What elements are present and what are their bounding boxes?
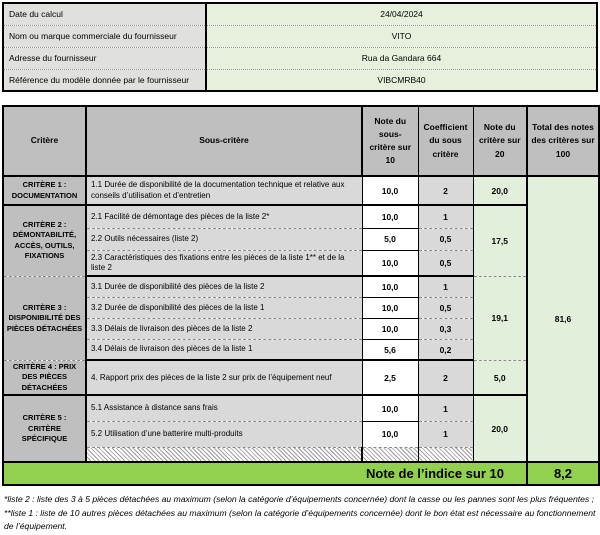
criterion-score-cell: 20,0 bbox=[473, 176, 527, 205]
criterion-cell: CRITÈRE 4 : PRIX DES PIÈCES DÉTACHÉES bbox=[3, 360, 86, 395]
index-score-row bbox=[3, 462, 599, 485]
info-label-brand: Nom ou marque commerciale du fournisseur bbox=[3, 25, 206, 47]
info-label-model: Référence du modèle donnée par le fournisseur bbox=[3, 69, 206, 91]
hatched-cell bbox=[418, 447, 473, 462]
info-value-brand: VITO bbox=[206, 25, 597, 47]
sub-score-cell: 10,0 bbox=[362, 276, 418, 297]
header-critere: Critère bbox=[3, 106, 86, 176]
index-score-label: Note de l’indice sur 10 bbox=[3, 462, 527, 485]
info-label-date: Date du calcul bbox=[3, 3, 206, 25]
header-total: Total des notes des critères sur 100 bbox=[527, 106, 599, 176]
sub-score-cell: 10,0 bbox=[362, 205, 418, 228]
sub-criterion-cell: 5.1 Assistance à distance sans frais bbox=[86, 395, 362, 421]
table-row bbox=[3, 176, 599, 205]
criterion-score-cell: 20,0 bbox=[473, 395, 527, 462]
criterion-cell: CRITÈRE 3 : DISPONIBILITÉ DES PIÈCES DÉTACHÉES bbox=[3, 276, 86, 360]
info-row bbox=[3, 3, 597, 25]
sub-score-cell: 2,5 bbox=[362, 360, 418, 395]
info-value-model: VIBCMRB40 bbox=[206, 69, 597, 91]
coefficient-cell: 1 bbox=[418, 421, 473, 447]
footnote-liste1: **liste 1 : liste de 10 autres pièces détachées au maximum (selon la catégorie d’équipements concernée) dont le bon état est nécessaire au fonctionnement de l’équipement. bbox=[4, 507, 596, 531]
coefficient-cell: 0,5 bbox=[418, 250, 473, 276]
criterion-cell: CRITÈRE 2 : DÉMONTABILITÉ, ACCÈS, OUTILS, FIXATIONS bbox=[3, 205, 86, 276]
sub-score-cell: 10,0 bbox=[362, 395, 418, 421]
sub-criterion-cell: 2.3 Caractéristiques des fixations entre les pièces de la liste 1** et de la liste 2 bbox=[86, 250, 362, 276]
criterion-cell: CRITÈRE 5 : CRITÈRE SPÉCIFIQUE bbox=[3, 395, 86, 462]
header-sous-critere: Sous-critère bbox=[86, 106, 362, 176]
sub-criterion-cell: 3.1 Durée de disponibilité des pièces de la liste 2 bbox=[86, 276, 362, 297]
criterion-score-cell: 17,5 bbox=[473, 205, 527, 276]
criteria-score-table bbox=[2, 105, 600, 486]
sub-criterion-cell: 1.1 Durée de disponibilité de la documentation technique et relative aux conseils d’utilisation et d’entretien bbox=[86, 176, 362, 205]
sub-score-cell: 5,6 bbox=[362, 339, 418, 360]
coefficient-cell: 1 bbox=[418, 276, 473, 297]
table-row bbox=[3, 360, 599, 395]
hatched-cell bbox=[86, 447, 362, 462]
total-score-cell: 81,6 bbox=[527, 176, 599, 462]
criterion-score-cell: 5,0 bbox=[473, 360, 527, 395]
header-coefficient: Coefficient du sous critère bbox=[418, 106, 473, 176]
table-header-row bbox=[3, 106, 599, 176]
sub-criterion-cell: 3.3 Délais de livraison des pièces de la liste 2 bbox=[86, 318, 362, 339]
criterion-cell: CRITÈRE 1 : DOCUMENTATION bbox=[3, 176, 86, 205]
sub-criterion-cell: 5.2 Utilisation d’une batterire multi-produits bbox=[86, 421, 362, 447]
sub-criterion-cell: 4. Rapport prix des pièces de la liste 2 sur prix de l’équipement neuf bbox=[86, 360, 362, 395]
sub-score-cell: 10,0 bbox=[362, 318, 418, 339]
header-note-sous-critere: Note du sous-critère sur 10 bbox=[362, 106, 418, 176]
coefficient-cell: 1 bbox=[418, 395, 473, 421]
sub-score-cell: 10,0 bbox=[362, 421, 418, 447]
sub-score-cell: 5,0 bbox=[362, 228, 418, 250]
coefficient-cell: 1 bbox=[418, 205, 473, 228]
info-value-address: Rua da Gandara 664 bbox=[206, 47, 597, 69]
sub-criterion-cell: 2.2 Outils nécessaires (liste 2) bbox=[86, 228, 362, 250]
coefficient-cell: 0,3 bbox=[418, 318, 473, 339]
table-row bbox=[3, 395, 599, 421]
sub-score-cell: 10,0 bbox=[362, 297, 418, 318]
supplier-info-table bbox=[2, 2, 598, 92]
sub-score-cell: 10,0 bbox=[362, 176, 418, 205]
coefficient-cell: 2 bbox=[418, 360, 473, 395]
info-value-date: 24/04/2024 bbox=[206, 3, 597, 25]
footnotes bbox=[2, 493, 598, 533]
coefficient-cell: 0,5 bbox=[418, 228, 473, 250]
index-score-value: 8,2 bbox=[527, 462, 599, 485]
table-row bbox=[3, 205, 599, 228]
criterion-score-cell: 19,1 bbox=[473, 276, 527, 360]
info-row bbox=[3, 25, 597, 47]
info-label-address: Adresse du fournisseur bbox=[3, 47, 206, 69]
info-row bbox=[3, 47, 597, 69]
header-note-critere: Note du critère sur 20 bbox=[473, 106, 527, 176]
sub-score-cell: 10,0 bbox=[362, 250, 418, 276]
sub-criterion-cell: 2.1 Facilité de démontage des pièces de la liste 2* bbox=[86, 205, 362, 228]
table-row bbox=[3, 276, 599, 297]
sub-criterion-cell: 3.4 Délais de livraison des pièces de la liste 1 bbox=[86, 339, 362, 360]
coefficient-cell: 0,2 bbox=[418, 339, 473, 360]
coefficient-cell: 2 bbox=[418, 176, 473, 205]
info-row bbox=[3, 69, 597, 91]
sub-criterion-cell: 3.2 Durée de disponibilité des pièces de la liste 1 bbox=[86, 297, 362, 318]
footnote-liste2: *liste 2 : liste des 3 à 5 pièces détachées au maximum (selon la catégorie d’équipements concernée) dont la casse ou les pannes sont les plus fréquentes ; bbox=[4, 494, 594, 505]
coefficient-cell: 0,5 bbox=[418, 297, 473, 318]
hatched-cell bbox=[362, 447, 418, 462]
